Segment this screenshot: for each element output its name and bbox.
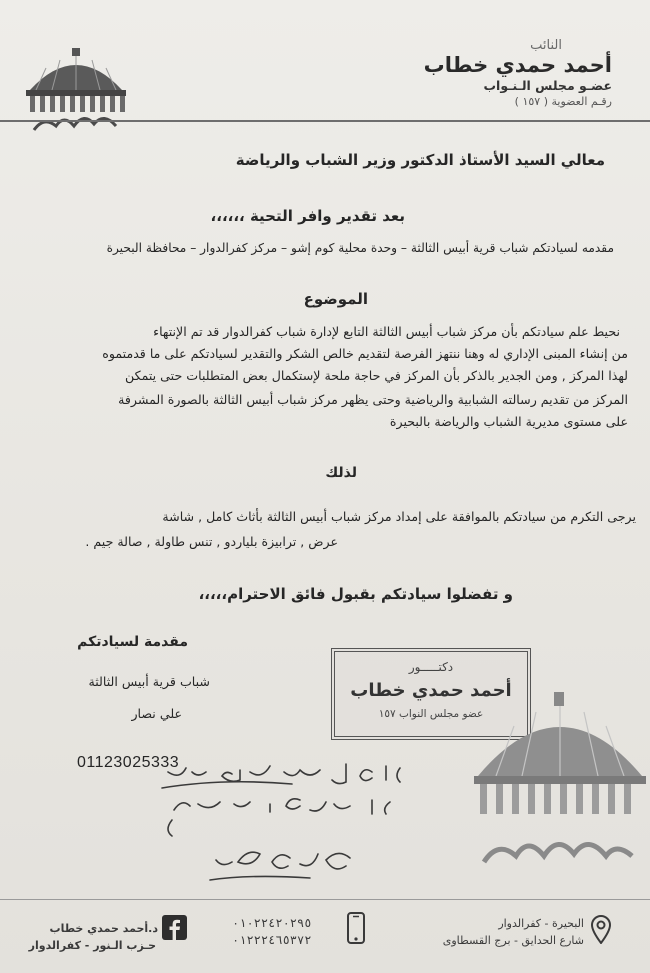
request-line: عرض , ترابيزة بلياردو , تنس طاولة , صالة جيم . [85, 534, 338, 549]
stamp-role: عضو مجلس النواب ١٥٧ [378, 708, 484, 720]
closing-line: و تفضلوا سيادتكم بقبول فائق الاحترام،،،،، [198, 585, 513, 603]
footer-address: شارع الحدايق - برج القسطاوى [442, 934, 584, 947]
footer-party: حـزب الـنور - كفرالدوار [28, 939, 156, 952]
stamp-title: دكتـــــور [408, 660, 454, 674]
sender-name: أحمد حمدي خطاب [423, 53, 612, 77]
paragraph-line: على مستوى مديرية الشباب والرياضة بالبحيرة [389, 414, 628, 429]
mobile-phone-icon [347, 912, 365, 944]
sender-title: النائب [530, 38, 562, 53]
handwritten-annotation [150, 758, 420, 898]
facebook-icon [162, 915, 187, 940]
request-line: يرجى التكرم من سيادتكم بالموافقة على إمداد مركز شباب أبيس الثالثة بأثاث كامل , شاشة [162, 509, 636, 524]
presented-by: مقدمة لسيادتكم [77, 634, 188, 650]
signatory-name: علي نصار [131, 706, 182, 721]
location-pin-icon [590, 914, 612, 944]
header-divider [0, 120, 650, 122]
footer-phone: ٠١٠٢٢٤٢٠٢٩٥ [232, 917, 312, 931]
subject-heading: الموضوع [303, 290, 368, 308]
paragraph-line: نحيط علم سيادتكم بأن مركز شباب أبيس الثالثة التابع لإدارة شباب كفرالدوار قد تم الإنتهاء [153, 324, 620, 339]
footer-divider [0, 899, 650, 900]
footer-name: د.أحمد حمدي خطاب [49, 922, 158, 935]
parliament-watermark-icon [470, 690, 650, 890]
paragraph-line: من إنشاء المبنى الإداري له وهنا ننتهز الفرصة لتقديم خالص الشكر والتقدير لسيادتكم على ما قدمتموه [102, 346, 628, 361]
paragraph-line: المركز من تقديم رسالته الشبابية والرياضية وحتى يظهر مركز شباب أبيس الثالثة بالصورة المشرفة [118, 392, 628, 407]
intro-line: مقدمه لسيادتكم شباب قرية أبيس الثالثة – وحدة محلية كوم إشو – مركز كفرالدوار – محافظة البحيرة [106, 241, 614, 255]
footer-phone: ٠١٢٢٢٤٦٥٣٧٢ [232, 934, 312, 948]
greeting: بعد تقدير وافر التحية ،،،،،، [210, 207, 405, 225]
therefore-heading: لذلك [325, 465, 357, 481]
sender-membership: رقـم العضوية ( ١٥٧ ) [514, 95, 612, 108]
sender-role: عضـو مجلس الـنـواب [483, 78, 612, 93]
signatory-phone: 01123025333 [77, 754, 180, 771]
footer-address: البحيرة - كفرالدوار [498, 917, 584, 930]
parliament-dome-icon [20, 46, 132, 138]
addressee: معالي السيد الأستاذ الدكتور وزير الشباب والرياضة [235, 151, 605, 169]
signatory-group: شباب قرية أبيس الثالثة [88, 674, 210, 689]
sender-block [392, 38, 612, 108]
paragraph-line: لهذا المركز , ومن الجدير بالذكر بأن المركز في حاجة ملحة لإستكمال بعض المتطلبات حتى يتمكن [125, 368, 628, 383]
stamp-name: أحمد حمدي خطاب [350, 680, 512, 701]
